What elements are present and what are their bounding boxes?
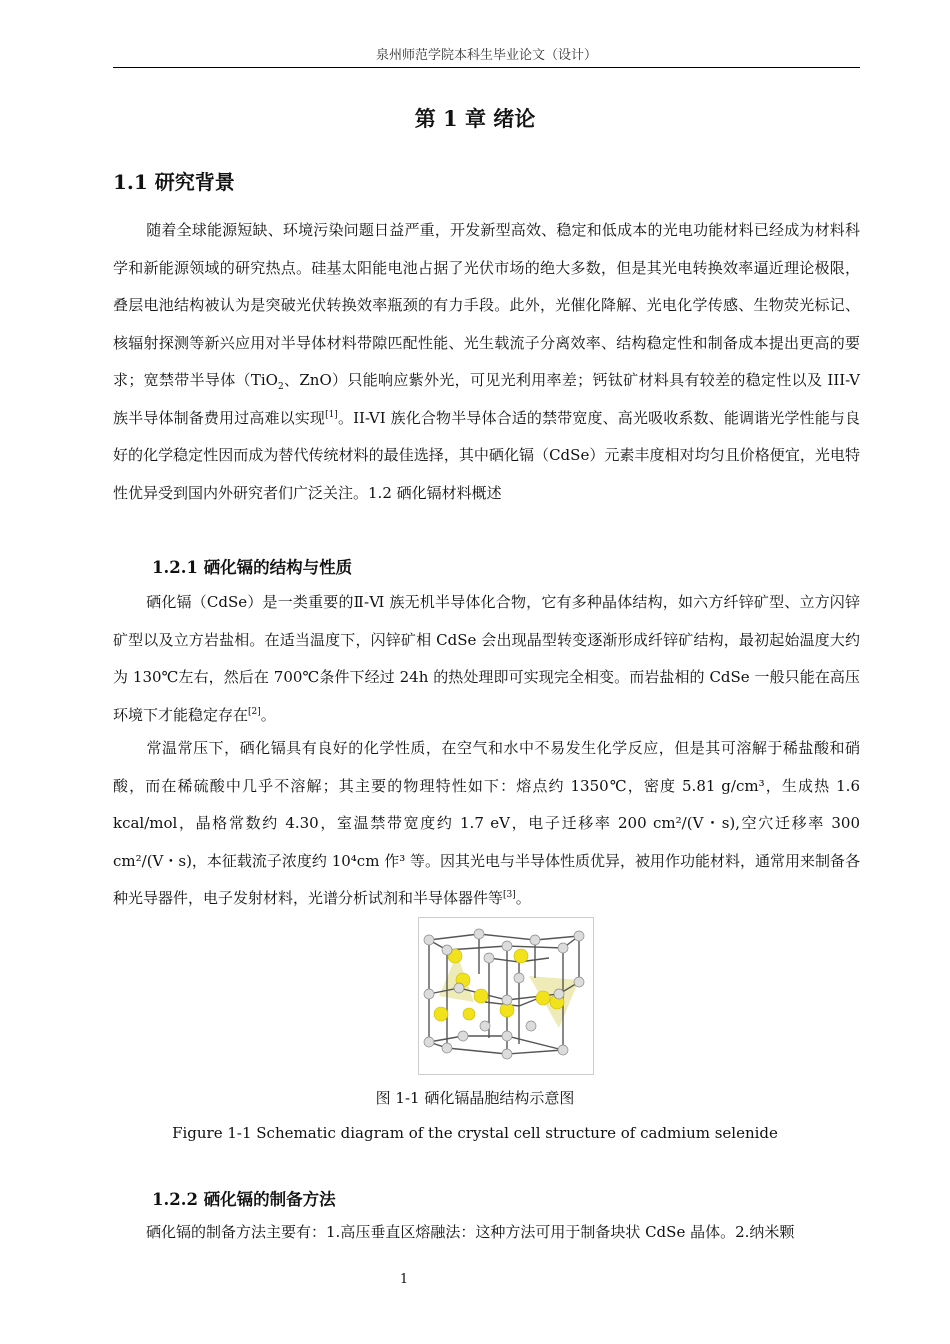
- citation-3: [3]: [503, 890, 516, 900]
- figure-caption-chinese: 图 1-1 硒化镉晶胞结构示意图: [375, 1089, 575, 1107]
- citation-1: [1]: [325, 409, 338, 420]
- figure-caption-english: Figure 1-1 Schematic diagram of the crystal cell structure of cadmium selenide: [172, 1124, 778, 1142]
- paragraph-structure-properties: [113, 584, 860, 734]
- p4-text-a: 硒化镉的制备方法主要有：1.高压垂直区熔融法：这种方法可用于制备块状 CdSe 晶体。2.纳米颗: [146, 1223, 795, 1241]
- section-heading-1-2-1: 1.2.1 硒化镉的结构与性质: [152, 558, 353, 577]
- page-number: 1: [399, 1272, 409, 1287]
- page-header: 泉州师范学院本科生毕业论文（设计）: [113, 44, 860, 68]
- crystal-structure-figure: [418, 917, 594, 1075]
- p3-text-b: 。: [515, 889, 531, 907]
- paragraph-preparation-methods: [113, 1214, 860, 1252]
- chapter-title: 第 1 章 绪论: [414, 106, 536, 131]
- p1-subscript: 2: [277, 382, 284, 392]
- p1-text-b: 、ZnO）只能响应紫外光，可见光利用率差；钙钛矿材料具有较差的稳定性以及 III-V 族半导体制备费用过高难以实现: [113, 371, 860, 427]
- crystal-cell-illustration: [419, 918, 593, 1074]
- citation-2: [2]: [248, 706, 261, 717]
- p2-text-b: 。: [260, 705, 276, 724]
- paragraph-physical-properties: [113, 730, 860, 918]
- section-heading-1-2-2: 1.2.2 硒化镉的制备方法: [152, 1190, 336, 1209]
- paragraph-research-background: [113, 212, 860, 512]
- p3-text-a: 常温常压下，硒化镉具有良好的化学性质，在空气和水中不易发生化学反应，但是其可溶解于稀盐酸和硝酸，而在稀硫酸中几乎不溶解；其主要的物理特性如下：熔点约 1350℃，密度 5.81 g/cm³，生成热 1.6 kcal/mol，晶格常数约 4.30，室温禁带宽度约 1.7 eV，电子迁移率 200 cm²/(V・s),空穴迁移率 300 cm²/(V・s)，本征载流子浓度约 10⁴cm 作³ 等。因其光电与半导体性质优异，被用作功能材料，通常用来制备各种光导器件，电子发射材料，光谱分析试剂和半导体器件等: [113, 739, 860, 907]
- p1-text-a: 随着全球能源短缺、环境污染问题日益严重，开发新型高效、稳定和低成本的光电功能材料已经成为材料科学和新能源领域的研究热点。硅基太阳能电池占据了光伏市场的绝大多数，但是其光电转换效率逼近理论极限，叠层电池结构被认为是突破光伏转换效率瓶颈的有力手段。此外，光催化降解、光电化学传感、生物荧光标记、核辐射探测等新兴应用对半导体材料带隙匹配性能、光生载流子分离效率、结构稳定性和制备成本提出更高的要求；宽禁带半导体（TiO: [113, 221, 860, 389]
- section-heading-1-1: 1.1 研究背景: [113, 170, 235, 194]
- p1-text-c: 。II-VI 族化合物半导体合适的禁带宽度、高光吸收系数、能调谐光学性能与良好的化学稳定性因而成为替代传统材料的最佳选择，其中硒化镉（CdSe）元素丰度相对均匀且价格便宜，光电特性优异受到国内外研究者们广泛关注。1.2 硒化镉材料概述: [113, 408, 860, 502]
- p2-text-a: 硒化镉（CdSe）是一类重要的Ⅱ-Ⅵ 族无机半导体化合物，它有多种晶体结构，如六方纤锌矿型、立方闪锌矿型以及立方岩盐相。在适当温度下，闪锌矿相 CdSe 会出现晶型转变逐渐形成纤锌矿结构，最初起始温度大约为 130℃左右，然后在 700℃条件下经过 24h 的热处理即可实现完全相变。而岩盐相的 CdSe 一般只能在高压环境下才能稳定存在: [113, 593, 860, 724]
